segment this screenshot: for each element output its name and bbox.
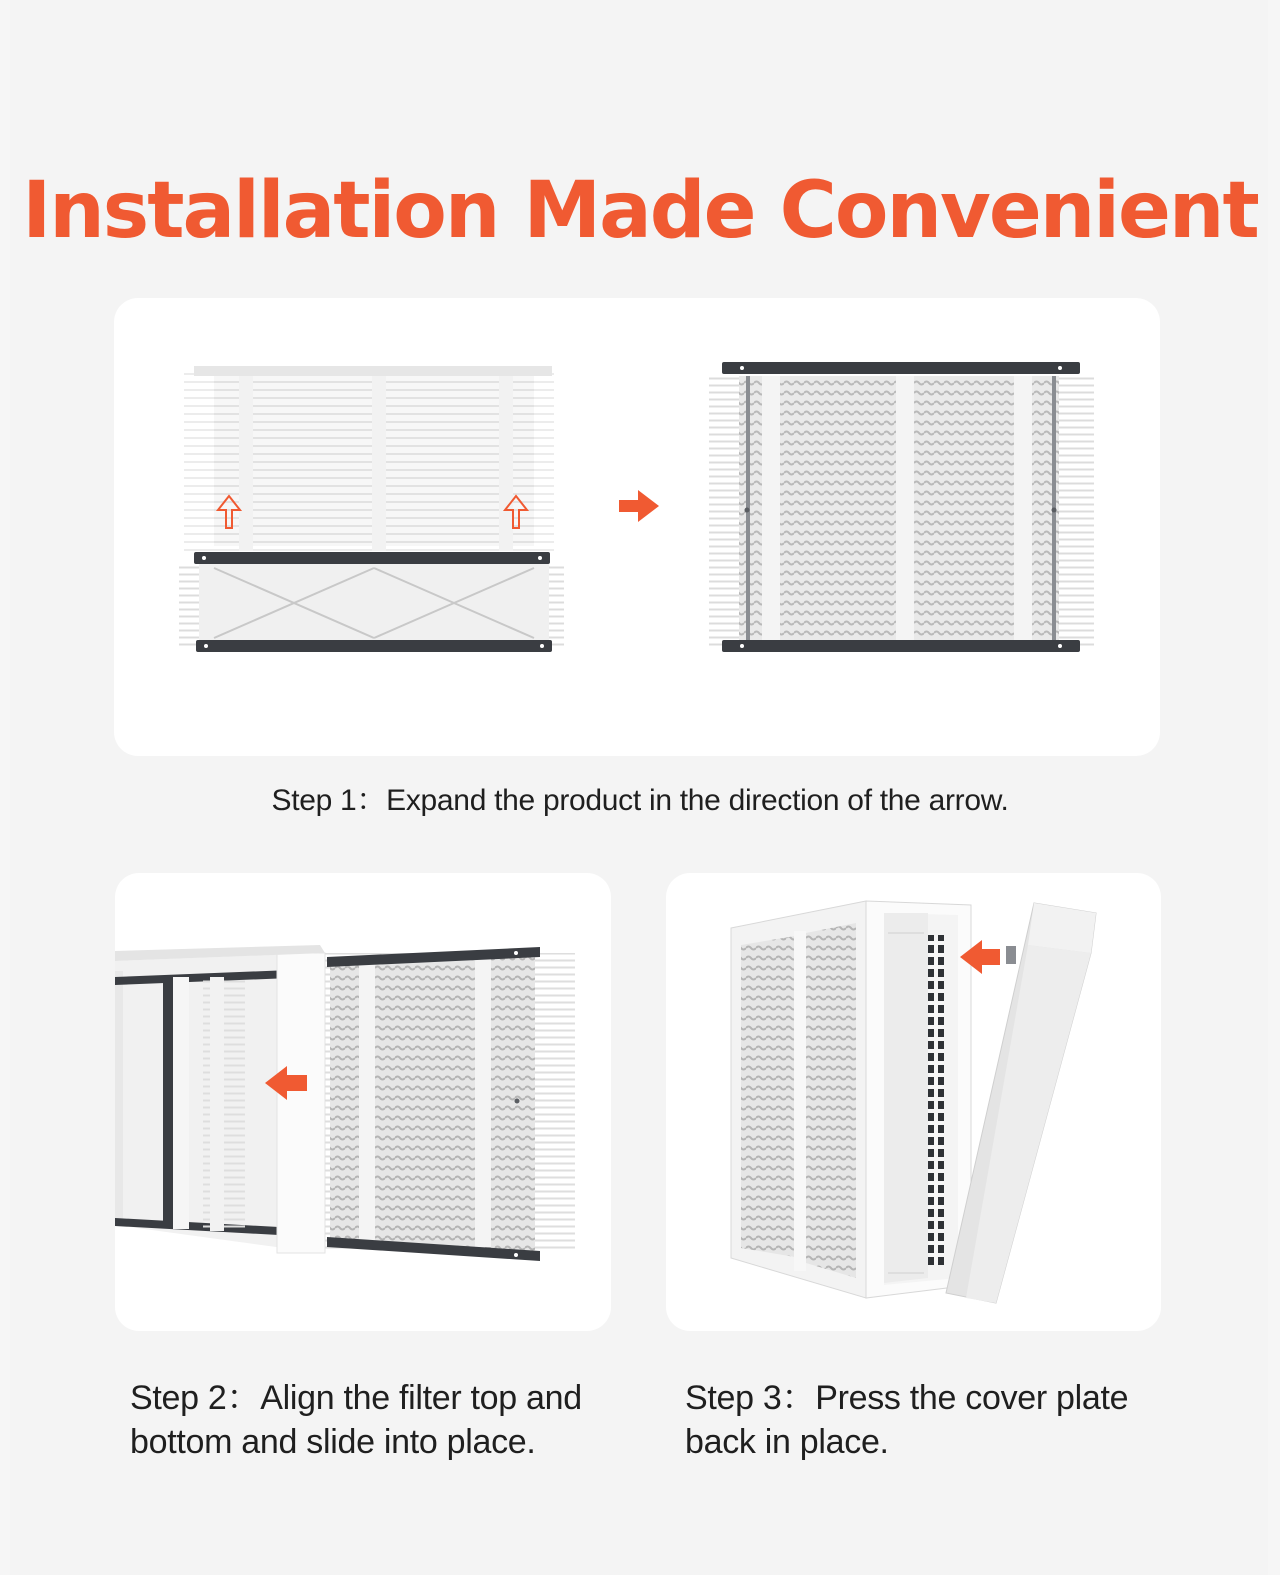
step-3-caption: [685, 1376, 1185, 1464]
step-2-caption-line-2: bottom and slide into place.: [130, 1423, 536, 1461]
step-1-image-panel: [114, 298, 1160, 756]
filter-housing: [115, 945, 325, 1253]
step-3-image-panel: [666, 873, 1161, 1331]
right-arrow-icon: [619, 490, 659, 522]
step-3-illustration: [666, 873, 1161, 1331]
step-3-caption-line-1: Step 3：Press the cover plate: [685, 1379, 1129, 1417]
step-2-image-panel: [115, 873, 611, 1331]
step-2-illustration: [115, 873, 611, 1331]
step-1-caption: Step 1：Expand the product in the direction of the arrow.: [271, 784, 1009, 817]
step-3-caption-line-2: back in place.: [685, 1423, 889, 1461]
page-title: Installation Made Convenient: [22, 166, 1258, 257]
step-1-illustration: [114, 298, 1160, 756]
sliding-filter: [325, 947, 575, 1261]
filter-housing-box: [731, 901, 971, 1298]
step-2-caption: [130, 1376, 630, 1464]
expanded-filter: [709, 362, 1094, 652]
step-2-caption-line-1: Step 2：Align the filter top and: [130, 1379, 582, 1417]
compressed-filter: [179, 366, 564, 652]
